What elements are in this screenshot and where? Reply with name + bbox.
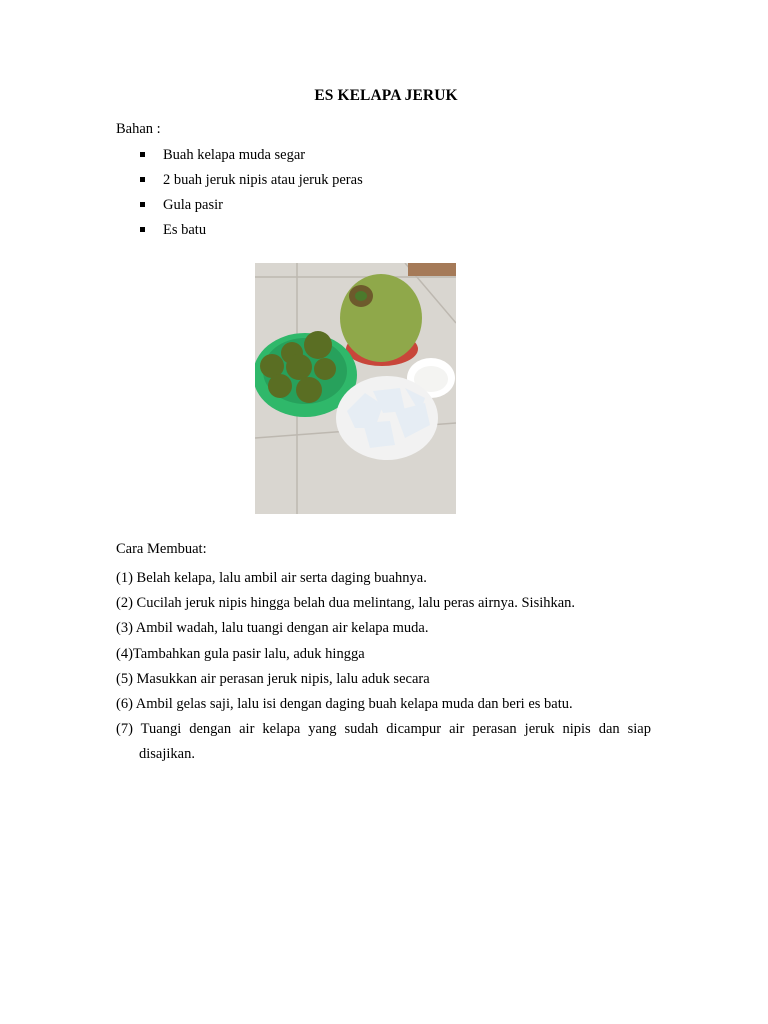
ingredients-label: Bahan : [116,121,161,137]
bullet-icon [140,202,145,207]
ingredient-item: Gula pasir [140,196,363,221]
step-item: (2) Cucilah jeruk nipis hingga belah dua melintang, lalu peras airnya. Sisihkan. [116,595,576,612]
step-item: (4)Tambahkan gula pasir lalu, aduk hingga [116,645,365,662]
ingredient-item: 2 buah jeruk nipis atau jeruk peras [140,171,363,196]
bullet-icon [140,177,145,182]
recipe-title: ES KELAPA JERUK [314,87,458,104]
step-item: (5) Masukkan air perasan jeruk nipis, lalu aduk secara [116,670,430,687]
ingredients-photo [255,263,456,514]
ingredient-item: Buah kelapa muda segar [140,146,363,171]
steps-list [116,566,651,768]
bullet-icon [140,227,145,232]
step-item: (6) Ambil gelas saji, lalu isi dengan daging buah kelapa muda dan beri es batu. [116,696,573,713]
ingredients-list [140,146,363,246]
ingredient-item: Es batu [140,221,363,246]
step-item: (1) Belah kelapa, lalu ambil air serta daging buahnya. [116,570,427,586]
step-item: (3) Ambil wadah, lalu tuangi dengan air kelapa muda. [116,620,429,637]
steps-label: Cara Membuat: [116,541,207,557]
box-corner [408,263,456,276]
coconut [340,274,422,362]
step-item: (7) Tuangi dengan air kelapa yang sudah dicampur air perasan jeruk nipis dan siap disajikan. [116,721,651,763]
bullet-icon [140,152,145,157]
